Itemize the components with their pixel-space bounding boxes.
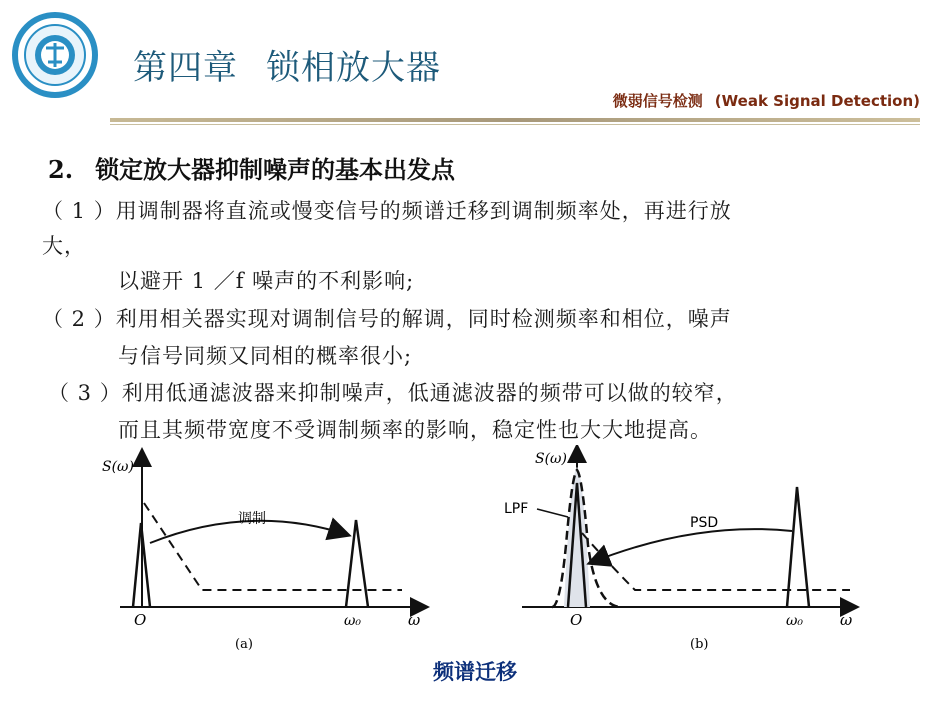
body-line-1: （ 1 ）用调制器将直流或慢变信号的频谱迁移到调制频率处，再进行放 [42,199,732,223]
panel-b-caption: (b) [690,637,709,652]
panel-b-y-label: S(ω) [535,451,567,467]
panel-b-omega0: ω₀ [786,613,804,629]
section-number: 2. [48,155,74,184]
panel-b-x-label: ω [840,611,853,629]
panel-a-y-label: S(ω) [102,459,134,475]
section-title: 锁定放大器抑制噪声的基本出发点 [95,155,456,184]
body-line-7: 而且其频带宽度不受调制频率的影响，稳定性也大大地提高。 [118,418,712,442]
body-line-6: （ 3 ）利用低通滤波器来抑制噪声，低通滤波器的频带可以做的较窄， [48,381,738,405]
course-label [613,90,920,111]
course-name-en: (Weak Signal Detection) [714,92,920,110]
section-heading [48,150,455,185]
panel-a-shifted-spectrum [346,520,368,607]
body-line-4: （ 2 ）利用相关器实现对调制信号的解调，同时检测频率和相位，噪声 [42,307,732,331]
panel-b-origin: O [570,611,583,629]
chapter-number: 第四章 [133,48,238,88]
header-divider [110,118,920,122]
figure-caption: 频谱迁移 [433,659,517,684]
course-name-cn: 微弱信号检测 [612,92,703,110]
chapter-title [133,40,441,89]
chapter-name: 锁相放大器 [266,48,441,88]
university-logo [10,10,100,100]
body-line-5: 与信号同频又同相的概率很小; [118,344,413,368]
panel-a-origin: O [134,611,147,629]
panel-a-caption: (a) [235,637,253,652]
header-divider-thin [110,124,920,125]
panel-a-arrow-label: 调制 [238,511,266,527]
panel-b-demodulation-arrow [590,529,792,563]
panel-b-lpf-label: LPF [504,501,529,517]
panel-a [102,457,420,652]
panel-a-x-label: ω [408,611,421,629]
panel-b-lpf-pointer [537,509,568,517]
panel-a-omega0: ω₀ [344,613,362,629]
panel-b-noise-spectrum [582,533,850,590]
body-line-3: 以避开 1 ／f 噪声的不利影响; [118,269,415,293]
body-line-2: 大， [42,234,86,258]
panel-b [504,451,852,652]
panel-b-psd-label: PSD [690,515,719,531]
spectrum-shift-figure [90,445,870,660]
